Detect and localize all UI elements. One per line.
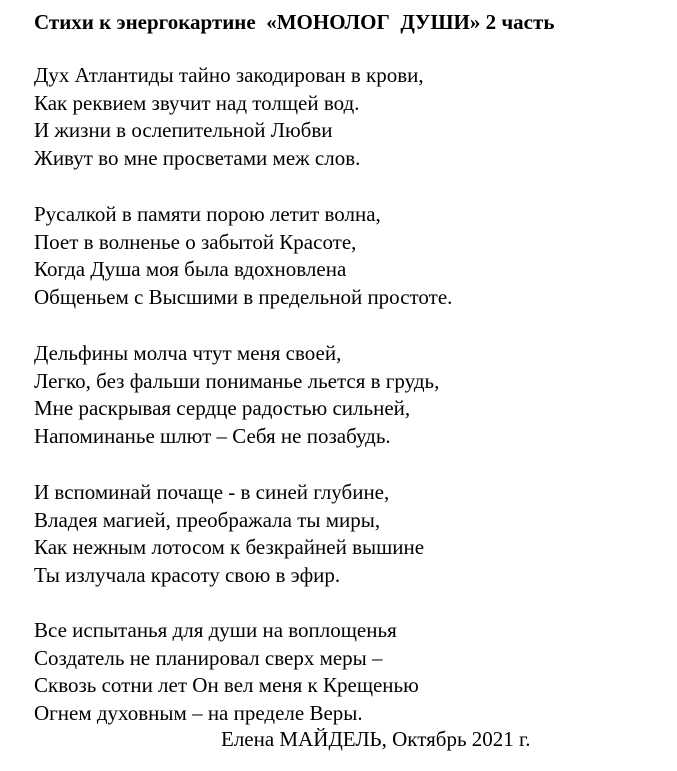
poem-line: Легко, без фальши пониманье льется в грудь, <box>34 368 440 393</box>
poem-line: Огнем духовным – на пределе Веры. <box>34 700 363 725</box>
poem-line: Создатель не планировал сверх меры – <box>34 645 383 670</box>
poem-line: Все испытанья для души на воплощенья <box>34 618 397 642</box>
stanza-4 <box>34 479 664 589</box>
author-signature: Елена МАЙДЕЛЬ, Октябрь 2021 г. <box>221 727 531 751</box>
poem-line: И вспоминай почаще - в синей глубине, <box>34 480 390 504</box>
poem-line: Когда Душа моя была вдохновлена <box>34 257 347 282</box>
poem-line: Живут во мне просветами меж слов. <box>34 145 361 170</box>
poem-line: Мне раскрывая сердце радостью сильней, <box>34 396 411 421</box>
stanza-3 <box>34 340 664 450</box>
poem-line: Общеньем с Высшими в предельной простоте. <box>34 284 453 309</box>
poem-title: Стихи к энергокартине «МОНОЛОГ ДУШИ» 2 часть <box>34 10 555 34</box>
poem-line: Дельфины молча чтут меня своей, <box>34 341 342 365</box>
stanza-5 <box>34 617 664 727</box>
poem-line: Сквозь сотни лет Он вел меня к Крещенью <box>34 673 419 698</box>
poem-line: Поет в волненье о забытой Красоте, <box>34 229 357 254</box>
poem-line: Владея магией, преображала ты миры, <box>34 507 381 532</box>
poem-line: Напоминанье шлют – Себя не позабудь. <box>34 423 391 448</box>
poem-line: Русалкой в памяти порою летит волна, <box>34 202 381 226</box>
poem-line: Как реквием звучит над толщей вод. <box>34 90 360 115</box>
stanza-1 <box>34 62 664 172</box>
poem-line: Ты излучала красоту свою в эфир. <box>34 562 341 587</box>
poem-line: Как нежным лотосом к безкрайней вышине <box>34 535 425 560</box>
stanza-2 <box>34 201 664 311</box>
poem-line: Дух Атлантиды тайно закодирован в крови, <box>34 63 424 87</box>
poem-line: И жизни в ослепительной Любви <box>34 118 333 143</box>
